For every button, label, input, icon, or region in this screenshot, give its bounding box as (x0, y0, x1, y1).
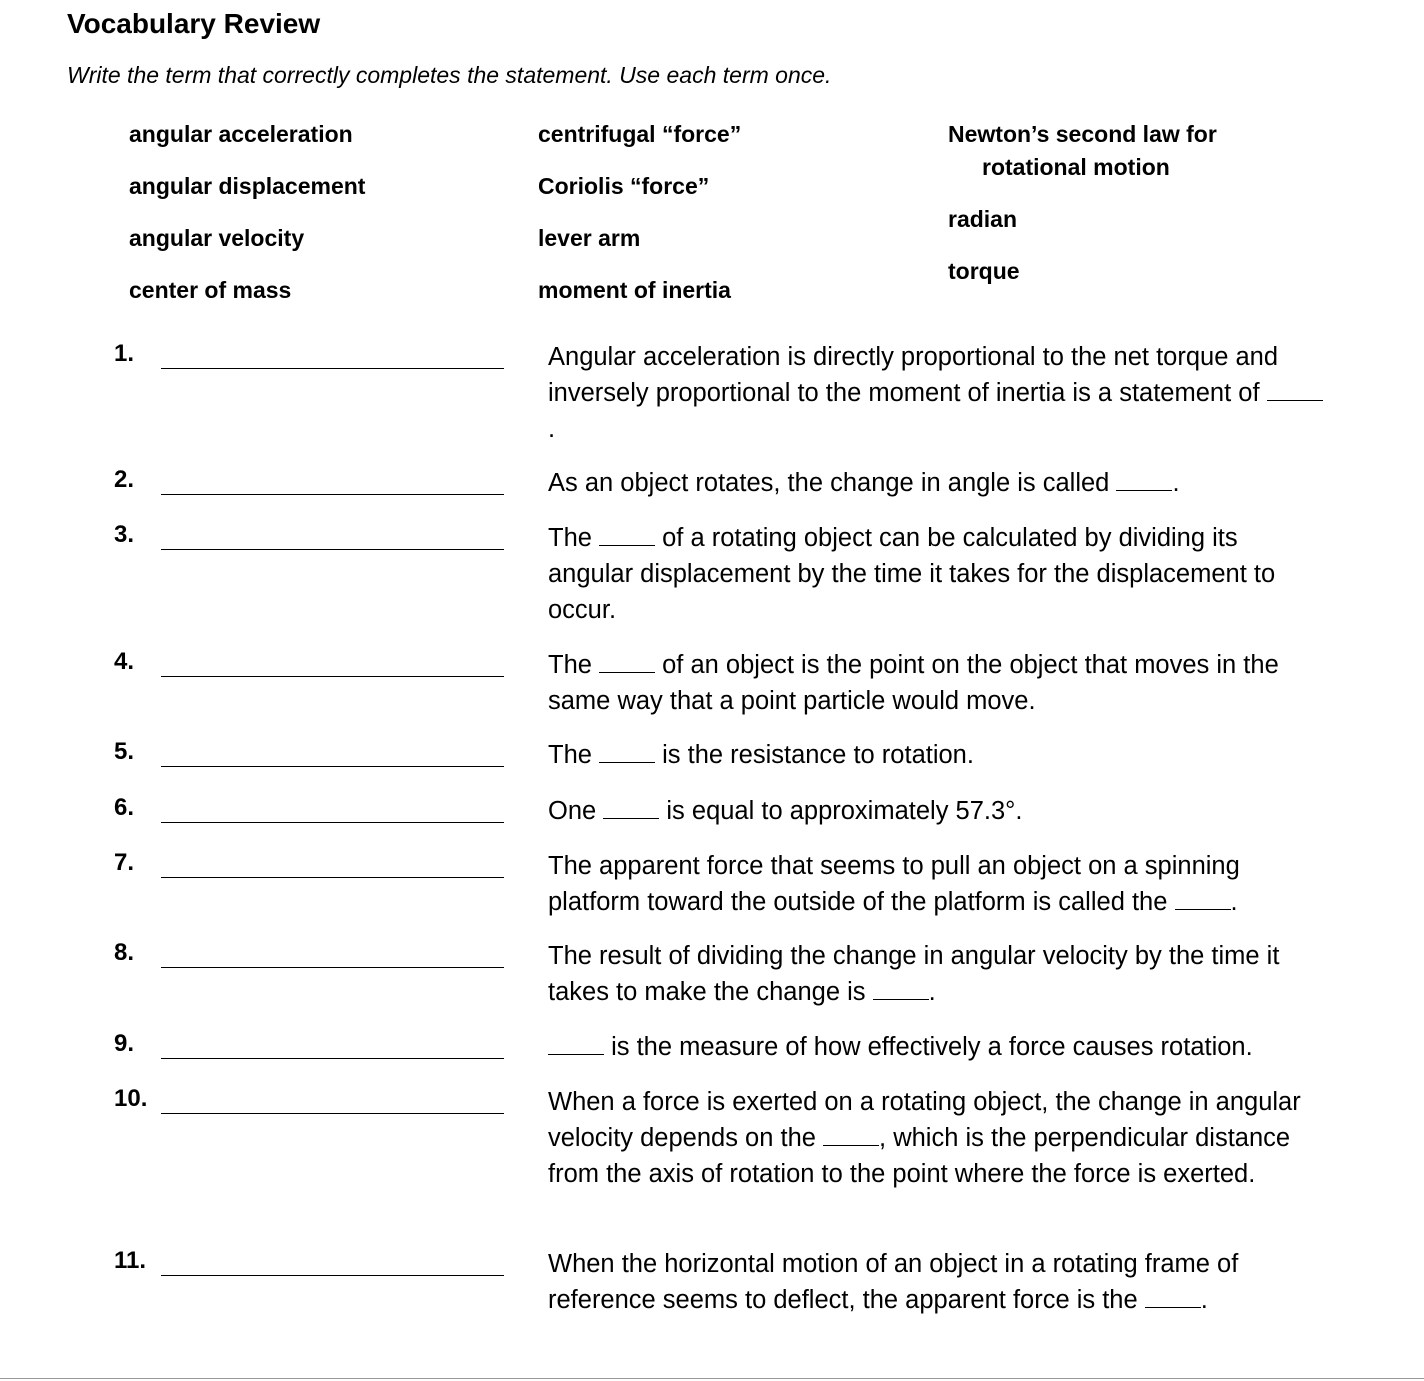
question-number: 3. (114, 521, 135, 548)
question-text-part: The (548, 651, 600, 679)
answer-line[interactable] (161, 877, 504, 878)
answer-line[interactable] (161, 967, 504, 968)
inline-blank (603, 796, 659, 819)
answer-line[interactable] (161, 549, 504, 550)
question-text-part: When a force is exerted on a rotating object, the change in angular velocity depends on the (548, 1088, 1301, 1152)
word-bank-term: torque (948, 258, 1020, 284)
question-text-part: is the measure of how effectively a force causes rotation. (604, 1033, 1253, 1061)
question-text-part: As an object rotates, the change in angle is called (548, 469, 1117, 497)
instructions: Write the term that correctly completes the statement. Use each term once. (67, 62, 832, 88)
question-text-part: The result of dividing the change in angular velocity by the time it takes to make the change is (548, 942, 1280, 1006)
question-number: 4. (114, 648, 135, 675)
question-text (548, 521, 1328, 628)
question-number: 2. (114, 466, 135, 493)
answer-line[interactable] (161, 1058, 504, 1059)
question-text-part: . (1200, 1285, 1208, 1314)
question-text (548, 466, 1328, 502)
question-text-part: . (928, 977, 936, 1006)
answer-line[interactable] (161, 368, 504, 369)
question-text (548, 794, 1328, 830)
question-number: 7. (114, 849, 135, 876)
answer-line[interactable] (161, 494, 504, 495)
question-text-part: The (548, 741, 600, 769)
inline-blank (548, 1032, 604, 1055)
word-bank-term: Newton’s second law for (948, 121, 1217, 147)
answer-line[interactable] (161, 766, 504, 767)
question-text-part: Angular acceleration is directly proportional to the net torque and inversely proportional to the moment of inertia is a statement of (548, 343, 1279, 407)
answer-line[interactable] (161, 676, 504, 677)
question-text-part: is equal to approximately 57.3°. (659, 797, 1023, 825)
answer-line[interactable] (161, 1275, 504, 1276)
inline-blank (1116, 468, 1172, 491)
question-text-part: . (548, 414, 556, 443)
inline-blank (1267, 378, 1323, 401)
question-text-part: . (1230, 887, 1238, 916)
question-number: 10. (114, 1085, 148, 1112)
inline-blank (599, 523, 655, 546)
inline-blank (1145, 1285, 1201, 1308)
word-bank-term: angular acceleration (129, 121, 353, 147)
question-number: 11. (114, 1247, 147, 1274)
question-text-part: is the resistance to rotation. (655, 741, 974, 769)
word-bank-term: angular displacement (129, 173, 366, 199)
question-text (548, 340, 1328, 447)
inline-blank (873, 977, 929, 1000)
question-text-part: of a rotating object can be calculated by dividing its angular displacement by the time it takes for the displacement to occur. (548, 524, 1276, 624)
question-number: 6. (114, 794, 135, 821)
question-text (548, 849, 1328, 921)
inline-blank (823, 1123, 879, 1146)
question-number: 8. (114, 939, 135, 966)
word-bank-term: radian (948, 206, 1018, 232)
question-text (548, 648, 1328, 720)
inline-blank (599, 650, 655, 673)
answer-line[interactable] (161, 822, 504, 823)
question-text (548, 939, 1328, 1011)
question-text-part: When the horizontal motion of an object in a rotating frame of reference seems to deflect, the apparent force is the (548, 1250, 1239, 1314)
question-text-part: . (1172, 469, 1180, 497)
word-bank-term: centrifugal “force” (538, 121, 742, 147)
inline-blank (599, 740, 655, 763)
bottom-divider (0, 1378, 1424, 1379)
question-text (548, 1247, 1328, 1319)
word-bank-term: angular velocity (129, 225, 305, 251)
question-text-part: The (548, 524, 600, 552)
question-text (548, 1030, 1328, 1066)
word-bank-term: center of mass (129, 277, 292, 303)
question-text (548, 1085, 1328, 1192)
question-text-part: of an object is the point on the object that moves in the same way that a point particle would move. (548, 651, 1279, 715)
question-number: 9. (114, 1030, 135, 1057)
question-text (548, 738, 1328, 774)
question-number: 5. (114, 738, 135, 765)
question-text-part: , which is the perpendicular distance from the axis of rotation to the point where the force is exerted. (548, 1123, 1291, 1188)
inline-blank (1175, 887, 1231, 910)
question-text-part: The apparent force that seems to pull an object on a spinning platform toward the outside of the platform is called the (548, 852, 1240, 916)
word-bank-term: Coriolis “force” (538, 173, 710, 199)
question-text-part: One (548, 797, 604, 825)
answer-line[interactable] (161, 1113, 504, 1114)
word-bank-term-continued: rotational motion (982, 154, 1170, 180)
page-title: Vocabulary Review (67, 8, 321, 39)
question-number: 1. (114, 340, 135, 367)
word-bank-term: moment of inertia (538, 277, 731, 303)
word-bank-term: lever arm (538, 225, 641, 251)
